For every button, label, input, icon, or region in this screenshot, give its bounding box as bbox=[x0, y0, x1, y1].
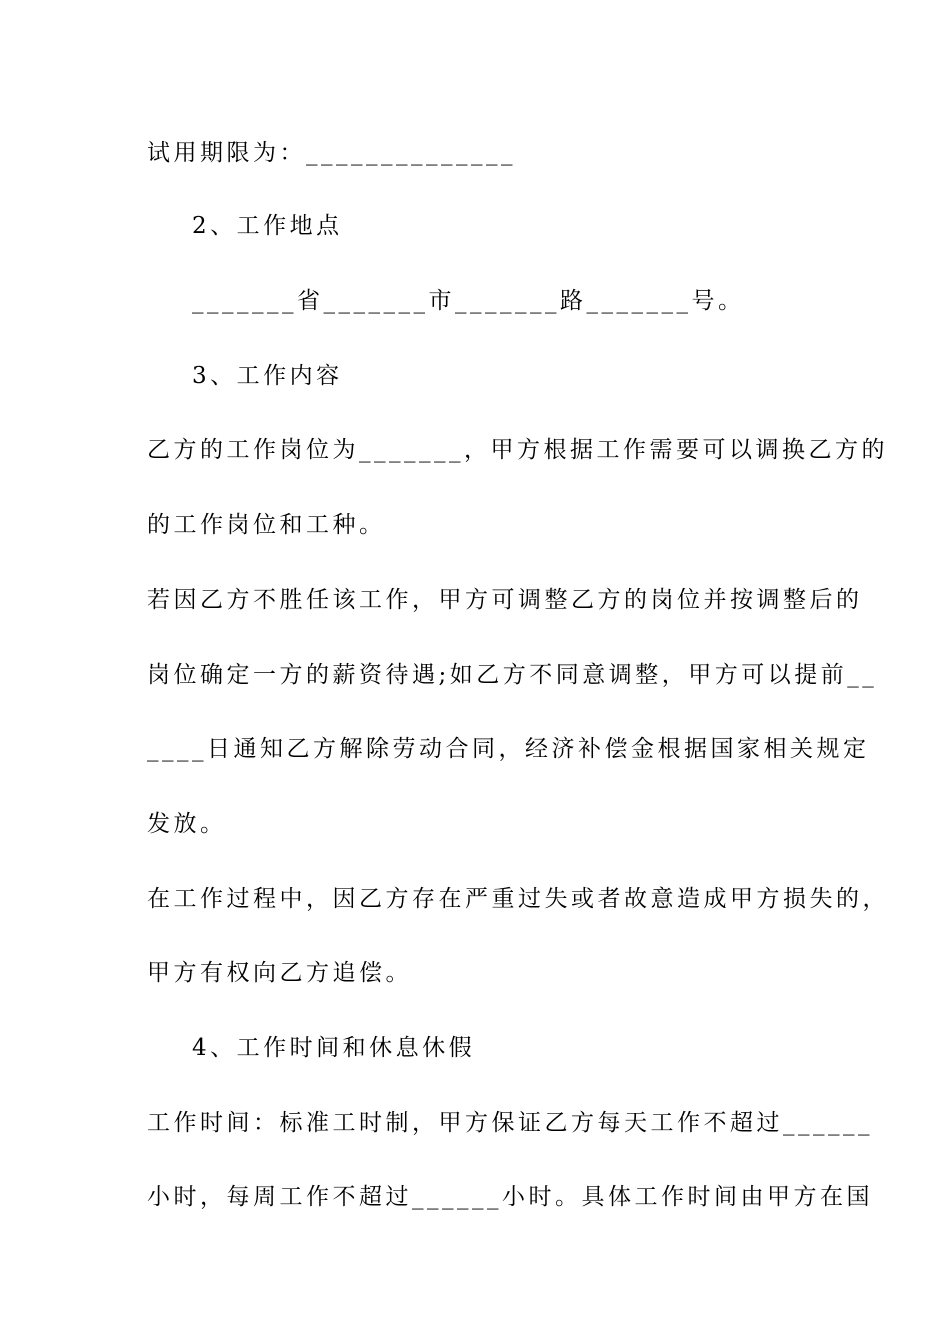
probation-period-line: 试用期限为：______________ bbox=[147, 140, 516, 166]
paragraph-line: 在工作过程中，因乙方存在严重过失或者故意造成甲方损失的， bbox=[147, 886, 889, 912]
paragraph-line: 甲方有权向乙方追偿。 bbox=[147, 960, 412, 986]
section-4-heading: 4、工作时间和休息休假 bbox=[192, 1035, 476, 1061]
paragraph-line: 乙方的工作岗位为_______，甲方根据工作需要可以调换乙方的 bbox=[147, 437, 888, 463]
paragraph-line: 的工作岗位和工种。 bbox=[147, 512, 386, 538]
paragraph-line: 若因乙方不胜任该工作，甲方可调整乙方的岗位并按调整后的 bbox=[147, 587, 863, 613]
paragraph-line: 岗位确定一方的薪资待遇;如乙方不同意调整，甲方可以提前__ bbox=[147, 662, 878, 688]
paragraph-line: ____日通知乙方解除劳动合同，经济补偿金根据国家相关规定 bbox=[147, 736, 870, 762]
paragraph-line: 小时，每周工作不超过______小时。具体工作时间由甲方在国 bbox=[147, 1184, 873, 1210]
work-address-line: _______省_______市_______路_______号。 bbox=[192, 288, 745, 314]
section-3-heading: 3、工作内容 bbox=[192, 363, 343, 389]
paragraph-line: 工作时间：标准工时制，甲方保证乙方每天工作不超过______ bbox=[147, 1110, 873, 1136]
section-2-heading: 2、工作地点 bbox=[192, 213, 343, 239]
paragraph-line: 发放。 bbox=[147, 811, 227, 837]
